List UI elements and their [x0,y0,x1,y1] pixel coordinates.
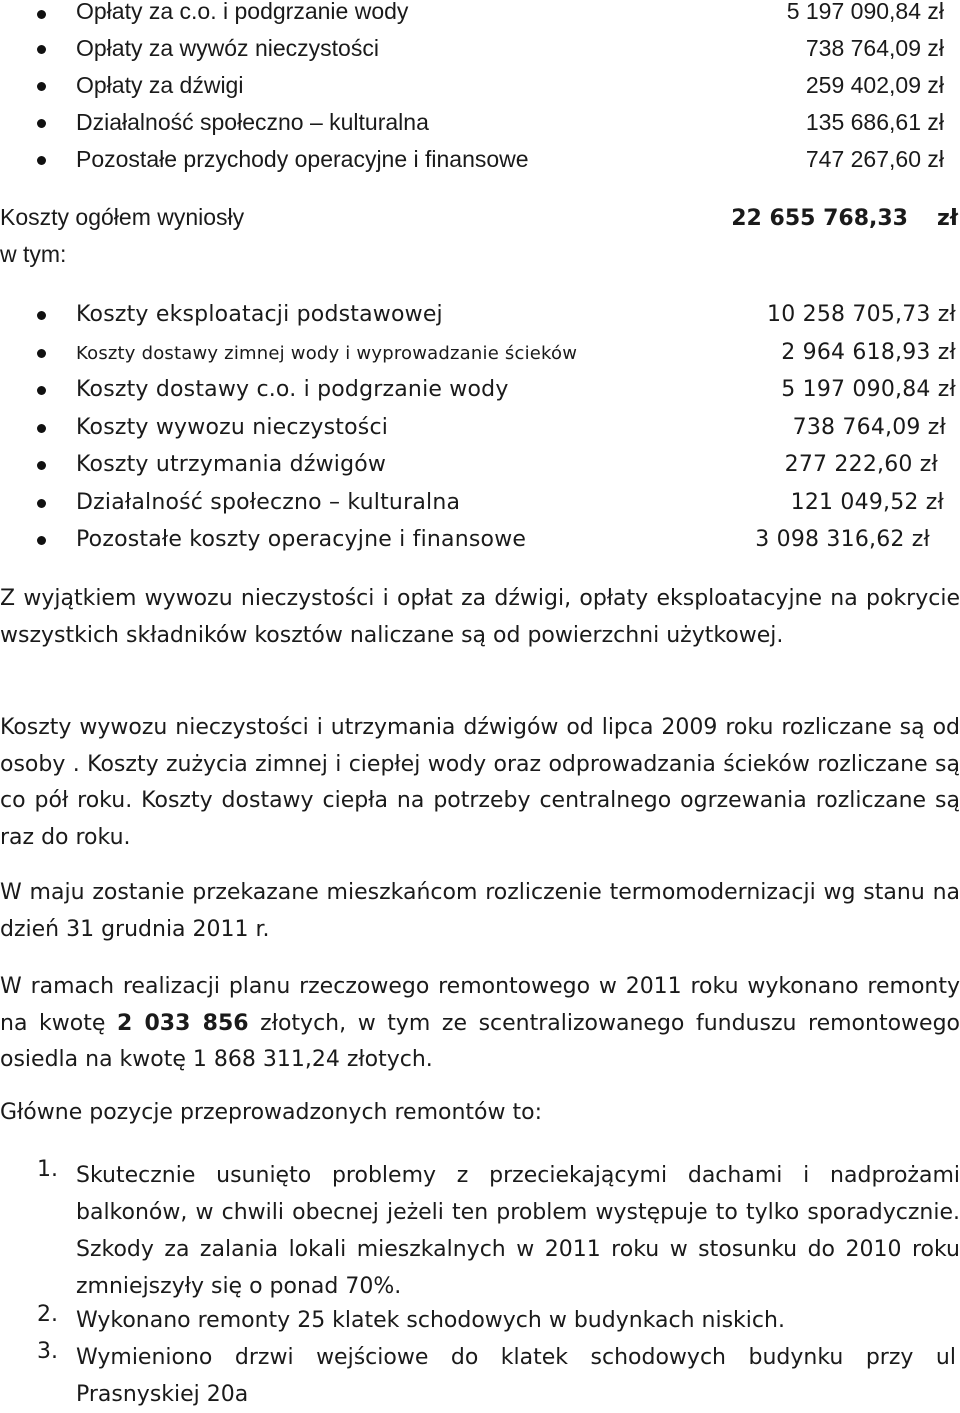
bullet-icon [37,82,46,91]
income-item-label: Opłaty za wywóz nieczystości [76,35,379,61]
costs-total-sublabel: w tym: [0,241,67,267]
repair-plan-text-rest: złotych, w tym ze scentralizowanego funduszu remontowego osiedla na kwotę 1 868 311,24 złotych. [0,1010,960,1072]
income-item [0,0,960,30]
cost-item-label: Koszty dostawy zimnej wody i wyprowadzanie ścieków [76,343,578,364]
cost-item-label: Koszty wywozu nieczystości [76,415,389,440]
cost-item-label: Koszty eksploatacji podstawowej [76,302,443,327]
bullet-icon [37,45,46,54]
income-item-amount: 135 686,61 zł [805,109,944,135]
income-item-amount: 259 402,09 zł [805,72,944,98]
income-item [0,105,960,141]
repair-item-text: Skutecznie usunięto problemy z przeciekającymi dachami i nadprożami balkonów, w chwili obecnej jeżeli ten problem występuje to tylko sporadycznie. Szkody za zalania lokali mieszkalnych w 2011 roku w stosunku do 2010 roku zmniejszyły się o ponad 70%. [76,1163,960,1299]
income-item-label: Działalność społeczno – kulturalna [76,109,429,135]
cost-item-amount: 2 964 618,93 zł [781,340,956,365]
costs-total-label: Koszty ogółem wyniosły [0,204,245,230]
bullet-icon [37,311,46,320]
bullet-icon [37,461,46,470]
repair-item-number: 1. [37,1157,58,1182]
paragraph-thermomodernization: W maju zostanie przekazane mieszkańcom rozliczenie termomodernizacji wg stanu na dzień 31 grudnia 2011 r. [0,880,960,942]
cost-item-label: Pozostałe koszty operacyjne i finansowe [76,527,527,552]
cost-item-amount: 277 222,60 zł [784,452,938,477]
income-item-amount: 747 267,60 zł [805,146,944,172]
cost-item [0,297,960,333]
paragraph-repair-plan [0,969,960,1079]
income-item-amount: 5 197 090,84 zł [786,0,944,24]
income-item [0,31,960,67]
cost-item [0,447,960,483]
bullet-icon [37,424,46,433]
cost-item [0,335,960,371]
repair-plan-amount: 2 033 856 [116,1010,249,1036]
repair-item-text: Wymieniono drzwi wejściowe do klatek schodowych budynku przy ul Prasnyskiej 20a [76,1345,956,1407]
cost-item-label: Koszty dostawy c.o. i podgrzanie wody [76,377,509,402]
bullet-icon [37,499,46,508]
repair-item-number: 2. [37,1302,58,1327]
cost-item-label: Działalność społeczno – kulturalna [76,490,461,515]
cost-item-amount: 3 098 316,62 zł [755,527,930,552]
cost-item-amount: 738 764,09 zł [792,415,946,440]
bullet-icon [37,10,46,19]
cost-item [0,522,960,558]
costs-total-currency: zł [937,206,958,231]
cost-item [0,372,960,408]
repairs-heading: Główne pozycje przeprowadzonych remontów to: [0,1100,542,1125]
bullet-icon [37,349,46,358]
repair-item-number: 3. [37,1339,58,1364]
income-item-amount: 738 764,09 zł [805,35,944,61]
bullet-icon [37,536,46,545]
cost-item-amount: 5 197 090,84 zł [781,377,956,402]
paragraph-billing-periods: Koszty wywozu nieczystości i utrzymania dźwigów od lipca 2009 roku rozliczane są od osoby . Koszty zużycia zimnej i ciepłej wody oraz odprowadzania ścieków rozliczane są co pół roku. Koszty dostawy ciepła na potrzeby centralnego ogrzewania rozliczane są raz do roku. [0,715,960,850]
cost-item [0,410,960,446]
costs-total-amount: 22 655 768,33 [731,206,908,231]
income-item-label: Opłaty za dźwigi [76,72,244,98]
paragraph-billing-basis: Z wyjątkiem wywozu nieczystości i opłat za dźwigi, opłaty eksploatacyjne na pokrycie wszystkich składników kosztów naliczane są od powierzchni użytkowej. [0,586,960,648]
income-item [0,142,960,178]
repair-plan-text: W ramach realizacji planu rzeczowego remontowego w 2011 roku wykonano remonty na kwotę [0,974,960,1036]
cost-item-amount: 10 258 705,73 zł [767,302,956,327]
repair-item-text: Wykonano remonty 25 klatek schodowych w budynkach niskich. [76,1308,785,1333]
bullet-icon [37,386,46,395]
cost-item-label: Koszty utrzymania dźwigów [76,452,387,477]
income-item [0,68,960,104]
cost-item-amount: 121 049,52 zł [790,490,944,515]
cost-item [0,485,960,521]
bullet-icon [37,156,46,165]
income-item-label: Opłaty za c.o. i podgrzanie wody [76,0,409,24]
bullet-icon [37,119,46,128]
income-item-label: Pozostałe przychody operacyjne i finansowe [76,146,529,172]
